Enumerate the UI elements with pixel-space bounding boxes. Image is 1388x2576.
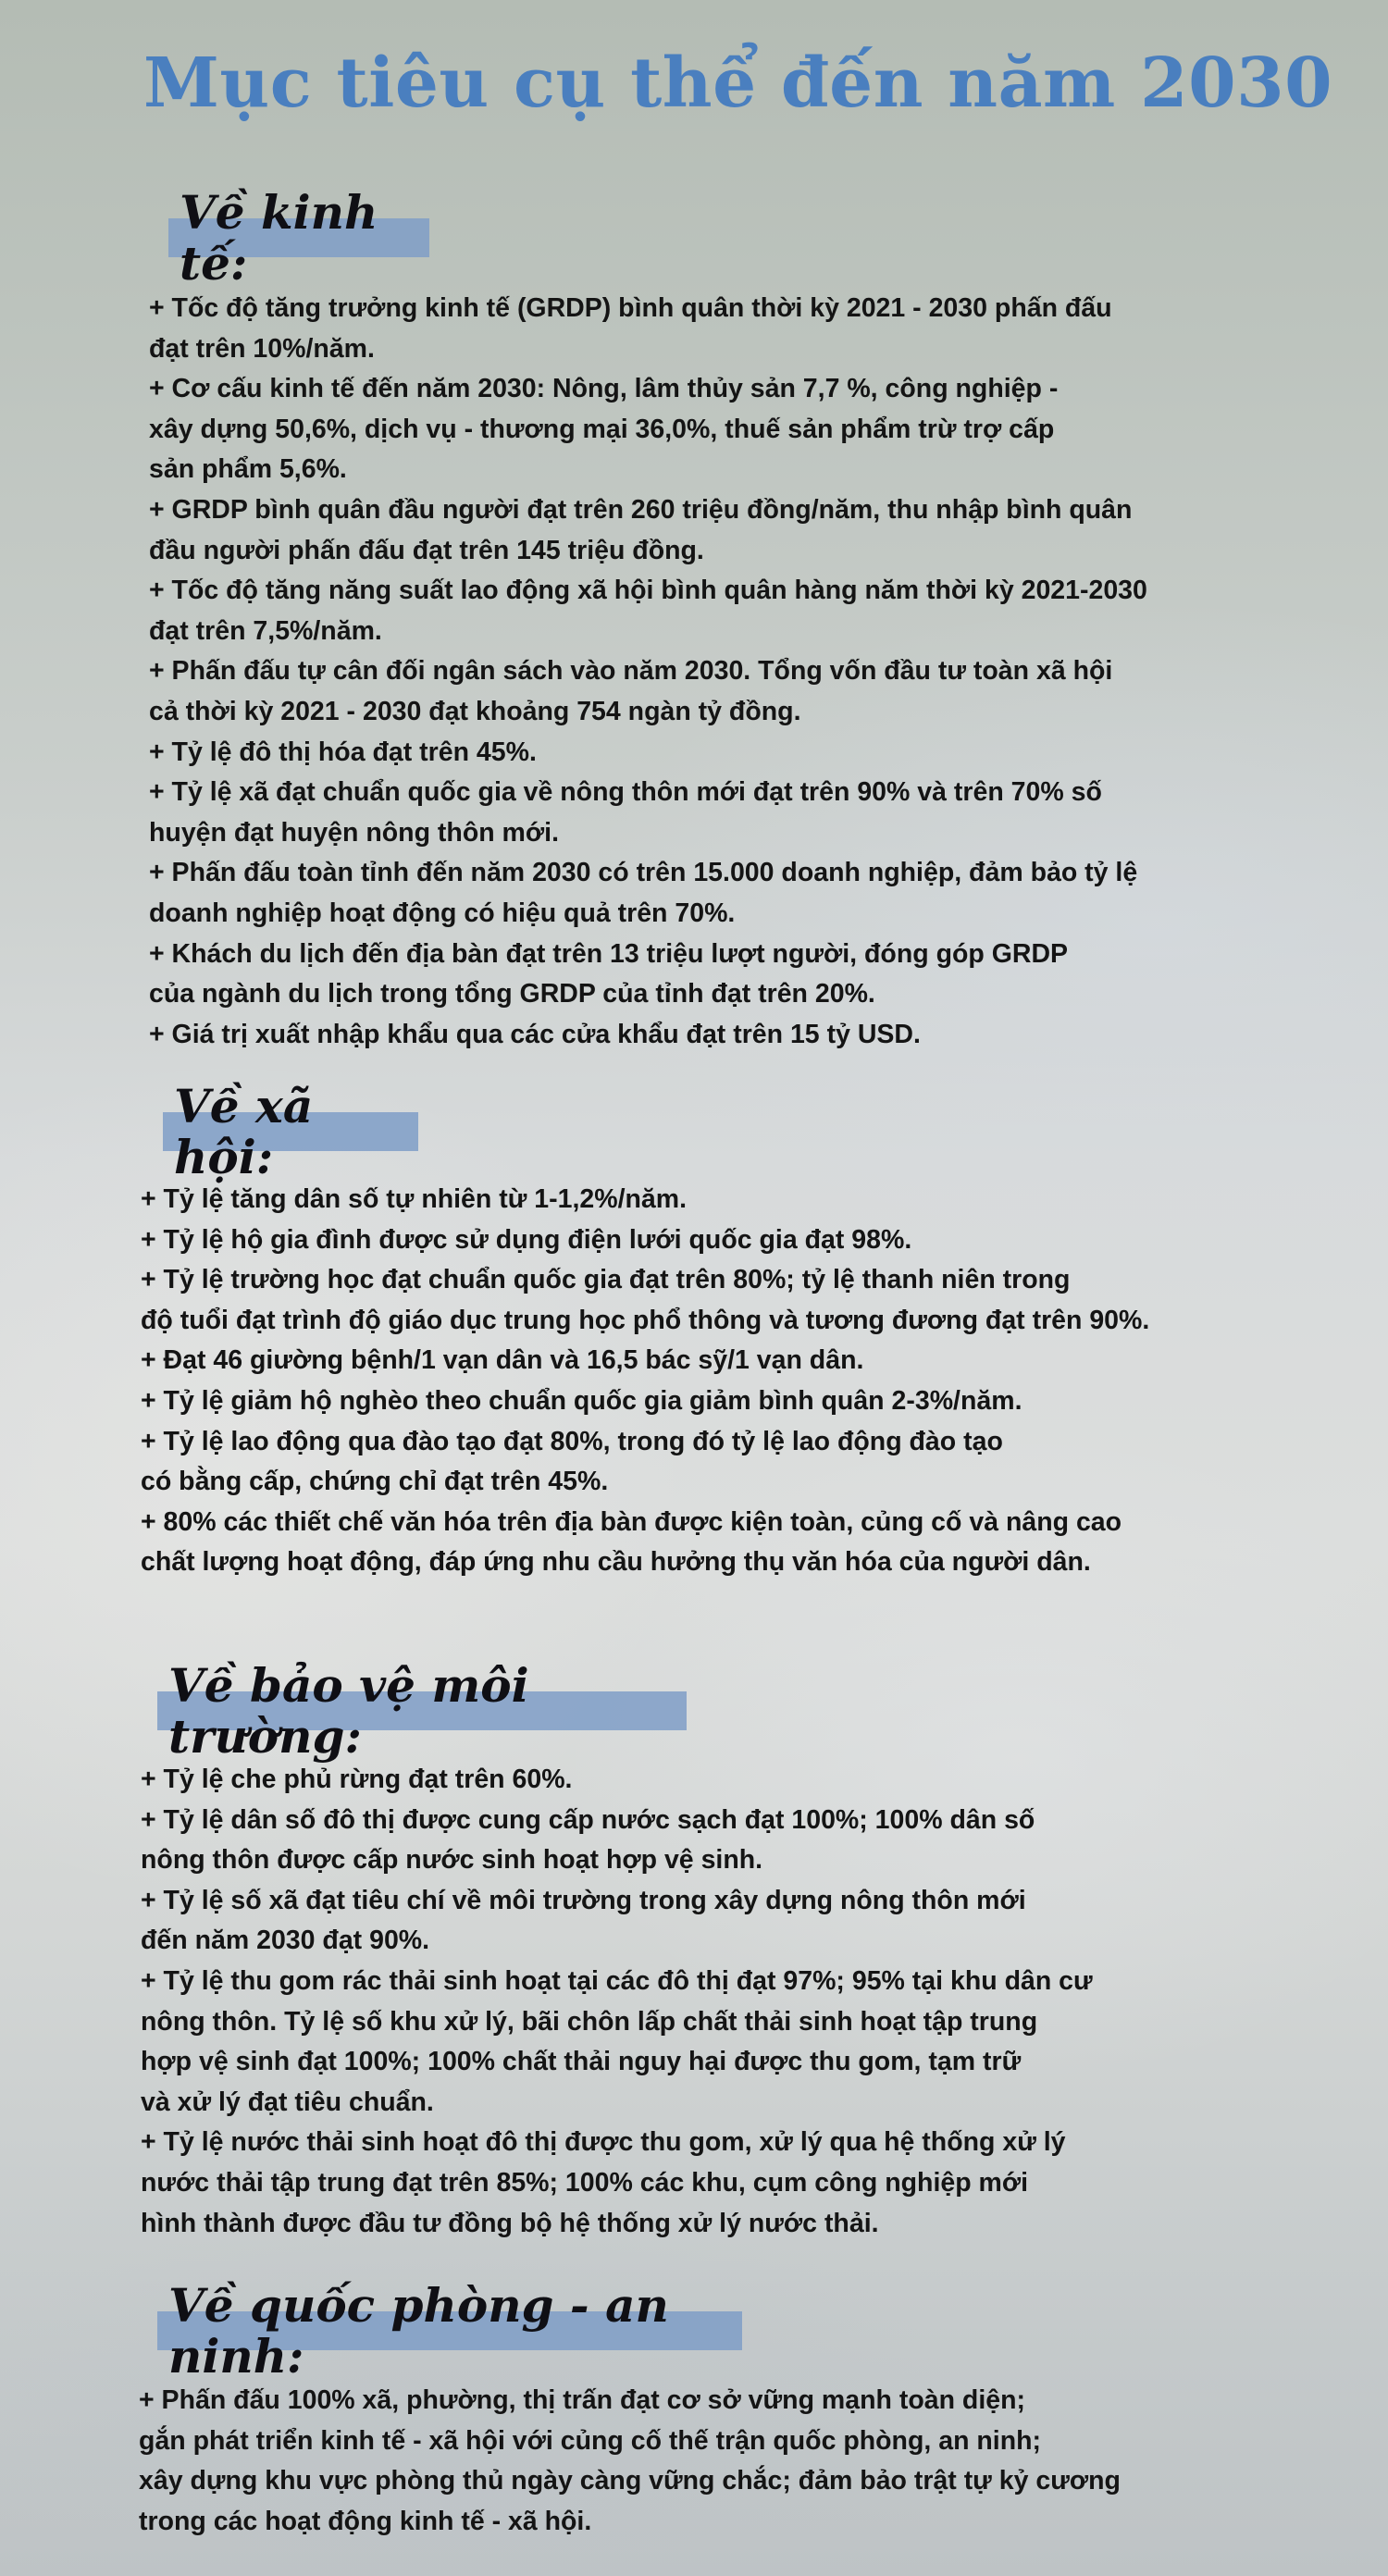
body-line: + Tỷ lệ hộ gia đình được sử dụng điện lưới quốc gia đạt 98%. [141, 1224, 912, 1255]
body-line: của ngành du lịch trong tổng GRDP của tỉnh đạt trên 20%. [149, 979, 875, 1009]
body-line: + Tỷ lệ tăng dân số tự nhiên từ 1-1,2%/năm. [141, 1184, 688, 1214]
body-line: + Tỷ lệ nước thải sinh hoạt đô thị được thu gom, xử lý qua hệ thống xử lý [141, 2127, 1066, 2158]
body-line: + Tỷ lệ xã đạt chuẩn quốc gia về nông thôn mới đạt trên 90% và trên 70% số [149, 777, 1102, 808]
body-line: + Tỷ lệ đô thị hóa đạt trên 45%. [149, 737, 537, 767]
body-line: gắn phát triển kinh tế - xã hội với củng cố thế trận quốc phòng, an ninh; [139, 2425, 1042, 2456]
body-line: đầu người phấn đấu đạt trên 145 triệu đồng. [149, 535, 704, 565]
body-line: độ tuổi đạt trình độ giáo dục trung học phổ thông và tương đương đạt trên 90%. [141, 1305, 1150, 1335]
body-line: sản phẩm 5,6%. [149, 454, 347, 485]
section-heading-defense [157, 2278, 742, 2384]
body-line: hình thành được đầu tư đồng bộ hệ thống xử lý nước thải. [141, 2208, 879, 2238]
body-line: huyện đạt huyện nông thôn mới. [149, 817, 559, 848]
body-line: + Tốc độ tăng trưởng kinh tế (GRDP) bình quân thời kỳ 2021 - 2030 phấn đấu [149, 293, 1112, 323]
body-line: + Phấn đấu toàn tỉnh đến năm 2030 có trên 15.000 doanh nghiệp, đảm bảo tỷ lệ [149, 858, 1138, 888]
body-line: đến năm 2030 đạt 90%. [141, 1926, 430, 1956]
body-line: doanh nghiệp hoạt động có hiệu quả trên 70%. [149, 898, 736, 928]
body-line: + Giá trị xuất nhập khẩu qua các cửa khẩu đạt trên 15 tỷ USD. [149, 1019, 921, 1049]
body-line: + Tốc độ tăng năng suất lao động xã hội bình quân hàng năm thời kỳ 2021-2030 [149, 576, 1147, 606]
page-title: Mục tiêu cụ thể đến năm 2030 [143, 43, 1333, 123]
body-line: + 80% các thiết chế văn hóa trên địa bàn được kiện toàn, củng cố và nâng cao [141, 1506, 1122, 1537]
body-line: + Tỷ lệ giảm hộ nghèo theo chuẩn quốc gia giảm bình quân 2-3%/năm. [141, 1385, 1022, 1416]
body-line: và xử lý đạt tiêu chuẩn. [141, 2087, 434, 2117]
body-line: + Cơ cấu kinh tế đến năm 2030: Nông, lâm thủy sản 7,7 %, công nghiệp - [149, 374, 1059, 404]
body-line: hợp vệ sinh đạt 100%; 100% chất thải nguy hại được thu gom, tạm trữ [141, 2047, 1022, 2077]
body-line: xây dựng khu vực phòng thủ ngày càng vững chắc; đảm bảo trật tự kỷ cương [139, 2466, 1121, 2496]
section-body-society [141, 1180, 1149, 1583]
body-line: + GRDP bình quân đầu người đạt trên 260 triệu đồng/năm, thu nhập bình quân [149, 494, 1133, 525]
section-heading-society [163, 1079, 418, 1184]
body-line: nông thôn được cấp nước sinh hoạt hợp vệ sinh. [141, 1845, 763, 1876]
section-heading-economy [168, 185, 429, 291]
heading-text: Về quốc phòng - an ninh: [168, 2278, 669, 2384]
body-line: + Đạt 46 giường bệnh/1 vạn dân và 16,5 bác sỹ/1 vạn dân. [141, 1345, 864, 1376]
body-line: + Tỷ lệ số xã đạt tiêu chí về môi trường trong xây dựng nông thôn mới [141, 1885, 1026, 1915]
body-line: trong các hoạt động kinh tế - xã hội. [139, 2506, 592, 2536]
body-line: + Tỷ lệ thu gom rác thải sinh hoạt tại các đô thị đạt 97%; 95% tại khu dân cư [141, 1965, 1093, 1996]
body-line: có bằng cấp, chứng chỉ đạt trên 45%. [141, 1467, 609, 1497]
section-heading-environment [157, 1658, 687, 1764]
body-line: đạt trên 7,5%/năm. [149, 615, 382, 646]
section-body-defense [139, 2381, 1121, 2542]
section-body-environment [141, 1760, 1093, 2244]
body-line: + Tỷ lệ dân số đô thị được cung cấp nước sạch đạt 100%; 100% dân số [141, 1804, 1035, 1835]
body-line: chất lượng hoạt động, đáp ứng nhu cầu hưởng thụ văn hóa của người dân. [141, 1547, 1091, 1578]
heading-text: Về kinh tế: [180, 185, 378, 291]
body-line: xây dựng 50,6%, dịch vụ - thương mại 36,0%, thuế sản phẩm trừ trợ cấp [149, 414, 1055, 444]
heading-text: Về xã hội: [174, 1079, 314, 1184]
section-body-economy [149, 289, 1147, 1055]
body-line: + Tỷ lệ trường học đạt chuẩn quốc gia đạt trên 80%; tỷ lệ thanh niên trong [141, 1265, 1071, 1295]
body-line: nước thải tập trung đạt trên 85%; 100% các khu, cụm công nghiệp mới [141, 2167, 1029, 2198]
body-line: + Phấn đấu tự cân đối ngân sách vào năm 2030. Tổng vốn đầu tư toàn xã hội [149, 656, 1113, 687]
body-line: + Phấn đấu 100% xã, phường, thị trấn đạt cơ sở vững mạnh toàn diện; [139, 2385, 1025, 2415]
body-line: nông thôn. Tỷ lệ số khu xử lý, bãi chôn lấp chất thải sinh hoạt tập trung [141, 2006, 1038, 2037]
body-line: + Tỷ lệ che phủ rừng đạt trên 60%. [141, 1765, 573, 1794]
body-line: + Tỷ lệ lao động qua đào tạo đạt 80%, trong đó tỷ lệ lao động đào tạo [141, 1426, 1003, 1456]
heading-text: Về bảo vệ môi trường: [168, 1658, 529, 1764]
body-line: đạt trên 10%/năm. [149, 333, 375, 364]
body-line: cả thời kỳ 2021 - 2030 đạt khoảng 754 ngàn tỷ đồng. [149, 696, 801, 726]
body-line: + Khách du lịch đến địa bàn đạt trên 13 triệu lượt người, đóng góp GRDP [149, 938, 1069, 969]
